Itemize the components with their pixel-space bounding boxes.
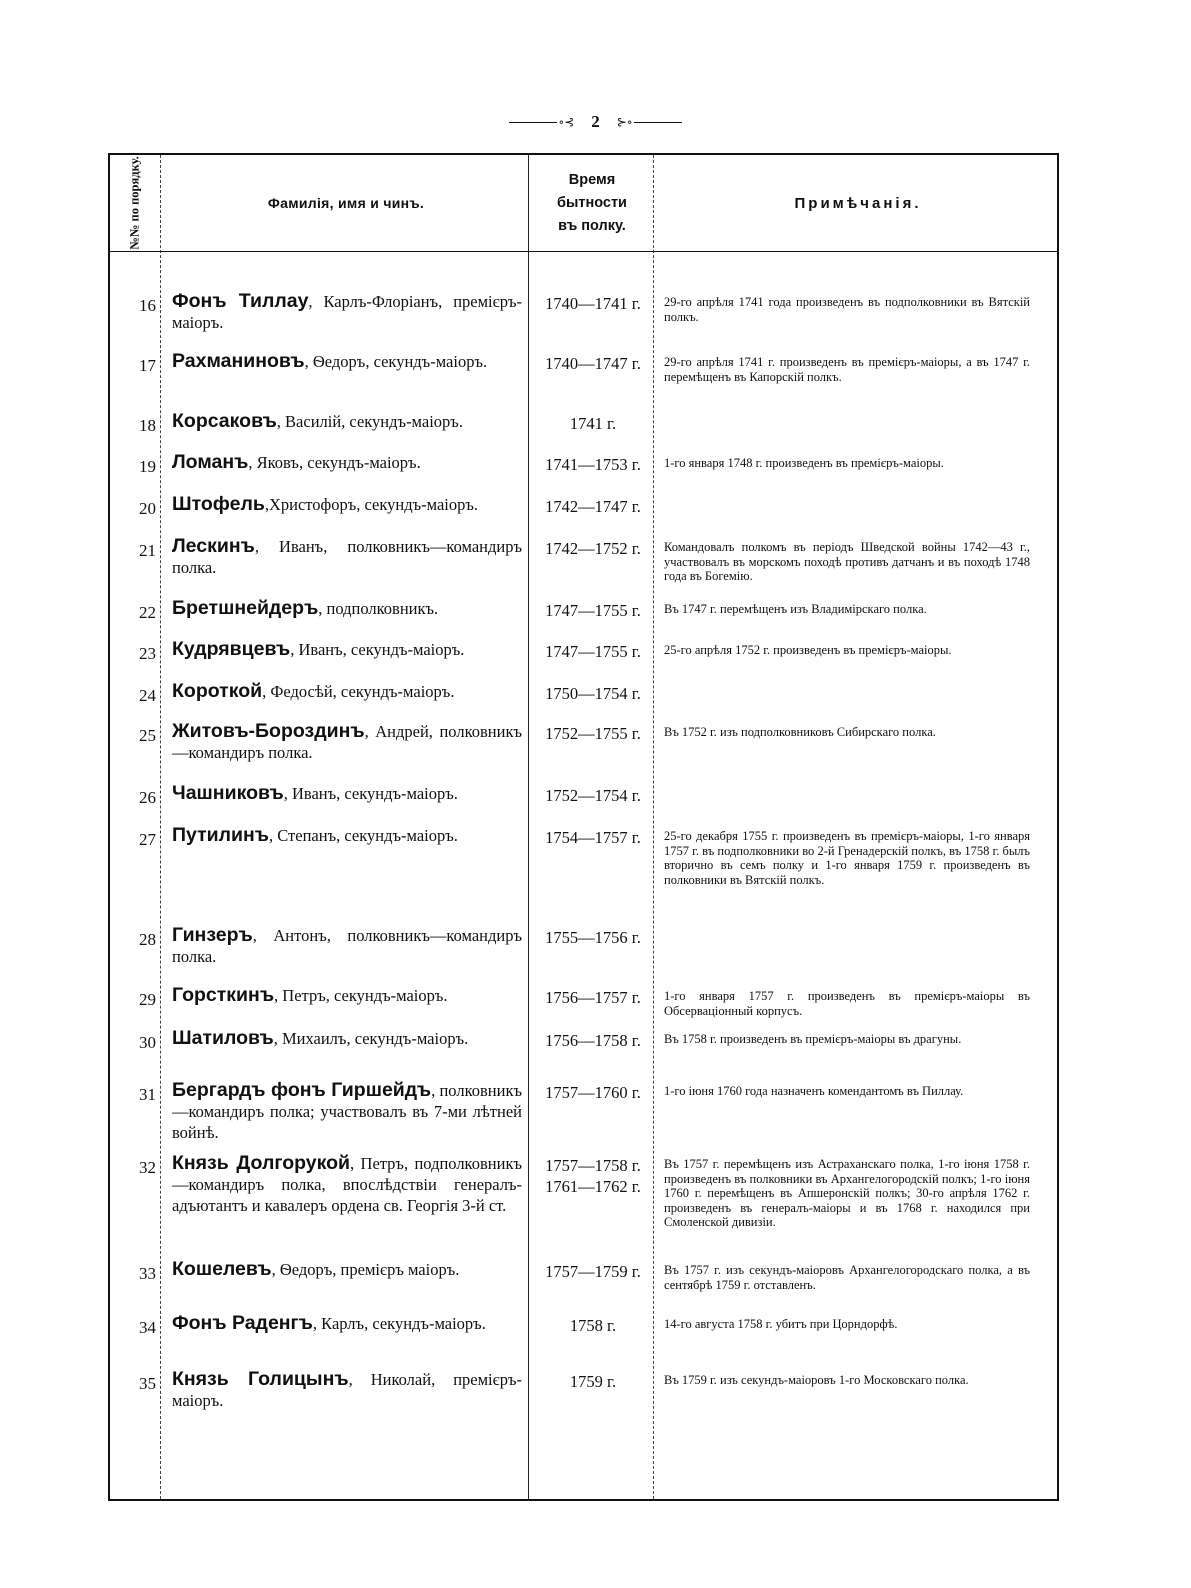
row-note: 25-го декабря 1755 г. произведенъ въ премієръ-маіоры, 1-го января 1757 г. въ подполковники во 2-й Гренадерскій полкъ, въ 1758 г. былъ вторично въ семъ полку и 1-го января 1759 г. произведенъ въ полковники въ Вятскій полкъ. [664,829,1030,887]
surname: Рахманиновъ [172,350,305,372]
service-period [532,293,654,314]
service-period [532,1155,654,1197]
name-rank: , Иванъ, секундъ-маіоръ. [290,640,465,659]
name-rank: , Ѳедоръ, секундъ-маіоръ. [304,352,488,371]
service-years: 1757—1760 г. [545,1083,641,1102]
page-number: 2 [591,112,600,131]
service-period [532,1030,654,1051]
row-note: 25-го апрѣля 1752 г. произведенъ въ премієръ-маіоры. [664,643,952,657]
row-number: 24 [139,686,156,705]
row-number: 25 [139,726,156,745]
row-number: 30 [139,1033,156,1052]
surname: Фонъ Раденгъ [172,1312,313,1334]
header-time: Время бытности въ полку. [557,171,627,234]
person-entry [172,494,522,515]
person-entry [172,925,522,967]
service-years: 1757—1758 г. [545,1156,641,1175]
row-note: Въ 1752 г. изъ подполковниковъ Сибирскаго полка. [664,725,936,739]
row-number: 35 [139,1374,156,1393]
surname: Гинзеръ [172,924,253,946]
surname: Бергардъ фонъ Гиршейдъ [172,1079,432,1101]
service-years: 1759 г. [569,1372,617,1391]
surname: Князь Голицынъ [172,1368,349,1390]
row-note: 29-го апрѣля 1741 г. произведенъ въ премієръ-маіоры, а въ 1747 г. перемѣщенъ въ Капорскій полкъ. [664,355,1030,384]
name-rank: , подполковникъ. [318,599,439,618]
person-entry [172,598,522,619]
person-entry [172,639,522,660]
name-rank: , Антонъ, полковникъ—командиръ полка. [172,926,522,966]
row-number: 26 [139,788,156,807]
service-years: 1742—1752 г. [545,539,641,558]
header-notes: Примѣчанія. [794,194,922,212]
service-period [532,641,654,662]
service-period [532,454,654,475]
name-rank: , Карлъ, секундъ-маіоръ. [312,1314,486,1333]
surname: Лескинъ [172,535,255,557]
row-number: 16 [139,296,156,315]
surname: Шатиловъ [172,1027,274,1049]
service-period [532,413,654,434]
name-rank: , Ѳедоръ, премієръ маіоръ. [271,1260,460,1279]
service-period [532,987,654,1008]
surname: Князь Долгорукой [172,1152,351,1174]
surname: Фонъ Тиллау [172,290,309,312]
row-number: 22 [139,603,156,622]
person-entry [172,721,522,763]
service-years-second: 1761—1762 г. [545,1177,641,1196]
service-period [532,496,654,517]
page-header [0,110,1191,134]
row-note: 1-го января 1748 г. произведенъ въ премієръ-маіоры. [664,456,944,470]
person-entry [172,411,522,432]
name-rank: , Иванъ, полковникъ—командиръ полка. [172,537,522,577]
row-number: 31 [139,1085,156,1104]
row-note: 29-го апрѣля 1741 года произведенъ въ подполковники въ Вятскій полкъ. [664,295,1030,324]
service-years: 1747—1755 г. [545,601,641,620]
surname: Кудрявцевъ [172,638,291,660]
service-years: 1742—1747 г. [545,497,641,516]
row-number: 20 [139,499,156,518]
service-period [532,723,654,744]
person-entry [172,783,522,804]
name-rank: , полковникъ—командиръ полка; участвовалъ въ 7-ми лѣтней войнѣ. [172,1081,522,1142]
service-period [532,1261,654,1282]
service-period [532,353,654,374]
row-note: Въ 1759 г. изъ секундъ-маіоровъ 1-го Московскаго полка. [664,1373,969,1387]
service-years: 1756—1757 г. [545,988,641,1007]
service-period [532,600,654,621]
row-number: 32 [139,1158,156,1177]
service-years: 1741—1753 г. [545,455,641,474]
service-years: 1740—1741 г. [545,294,641,313]
row-number: 28 [139,930,156,949]
person-entry [172,1259,522,1280]
row-note: Въ 1758 г. произведенъ въ премієръ-маіоры въ драгуны. [664,1032,962,1046]
service-years: 1757—1759 г. [545,1262,641,1281]
service-period [532,1315,654,1336]
surname: Кошелевъ [172,1258,272,1280]
service-years: 1752—1755 г. [545,724,641,743]
name-rank: ,Христофоръ, секундъ-маіоръ. [264,495,479,514]
row-number: 29 [139,990,156,1009]
row-number: 19 [139,457,156,476]
row-note: 14-го августа 1758 г. убитъ при Цорндорфѣ. [664,1317,898,1331]
name-rank: , Андрей, полковникъ—командиръ полка. [172,722,522,762]
row-number: 34 [139,1318,156,1337]
surname: Житовъ-Бороздинъ [172,720,365,742]
name-rank: , Иванъ, секундъ-маіоръ. [283,784,458,803]
row-note: 1-го іюня 1760 года назначенъ комендантомъ въ Пиллау. [664,1084,964,1098]
surname: Ломанъ [172,451,249,473]
service-years: 1747—1755 г. [545,642,641,661]
name-rank: , Федосѣй, секундъ-маіоръ. [262,682,455,701]
row-number: 17 [139,356,156,375]
service-period [532,927,654,948]
service-period [532,785,654,806]
person-entry [172,536,522,578]
name-rank: , Яковъ, секундъ-маіоръ. [248,453,421,472]
header-name: Фамилія, имя и чинъ. [267,195,425,211]
row-note: Въ 1757 г. перемѣщенъ изъ Астраханскаго полка, 1-го іюня 1758 г. произведенъ въ полковники въ Архангелогородскій полкъ; 1-го іюня 1760 г. перемѣщенъ въ Апшеронскій полкъ; 30-го апрѣля 1762 г. произведенъ въ генералъ-маіоры и въ 1768 г. находился при Смоленской дивизіи. [664,1157,1030,1229]
row-note: Командовалъ полкомъ въ періодъ Шведской войны 1742—43 г., участвовалъ въ морскомъ походѣ противъ датчанъ и въ походѣ 1748 года въ Богемію. [664,540,1030,583]
service-period [532,1371,654,1392]
service-years: 1741 г. [569,414,617,433]
row-note: 1-го января 1757 г. произведенъ въ премієръ-маіоры въ Обсерваціонный корпусъ. [664,989,1030,1018]
surname: Путилинъ [172,824,270,846]
person-entry [172,351,522,372]
service-years: 1750—1754 г. [545,684,641,703]
surname: Бретшнейдеръ [172,597,319,619]
left-ornament: ∘⊰ [509,116,575,128]
service-years: 1752—1754 г. [545,786,641,805]
surname: Горсткинъ [172,984,275,1006]
row-number: 27 [139,830,156,849]
service-period [532,538,654,559]
person-entry [172,825,522,846]
surname: Короткой [172,680,263,702]
row-number: 33 [139,1264,156,1283]
person-entry [172,681,522,702]
name-rank: , Петръ, подполковникъ—командиръ полка, впослѣдствіи генералъ-адъютантъ и кавалеръ ордена св. Георгія 3-й ст. [172,1154,522,1215]
service-years: 1758 г. [569,1316,617,1335]
person-entry [172,1080,522,1143]
name-rank: , Петръ, секундъ-маіоръ. [274,986,448,1005]
service-years: 1754—1757 г. [545,828,641,847]
person-entry [172,291,522,333]
name-rank: , Карлъ-Флоріанъ, премієръ-маіоръ. [172,292,522,332]
name-rank: , Василій, секундъ-маіоръ. [276,412,463,431]
person-entry [172,1028,522,1049]
person-entry [172,1153,522,1216]
service-period [532,827,654,848]
service-years: 1756—1758 г. [545,1031,641,1050]
row-note: Въ 1747 г. перемѣщенъ изъ Владимірскаго полка. [664,602,927,616]
header-rule [110,251,1057,252]
service-years: 1740—1747 г. [545,354,641,373]
surname: Штофель [172,493,265,515]
row-number: 21 [139,541,156,560]
row-number: 23 [139,644,156,663]
person-entry [172,1313,522,1334]
surname: Корсаковъ [172,410,277,432]
row-number: 18 [139,416,156,435]
service-period [532,683,654,704]
column-divider-num [160,155,161,1499]
person-entry [172,1369,522,1411]
name-rank: , Михаилъ, секундъ-маіоръ. [273,1029,469,1048]
row-note: Въ 1757 г. изъ секундъ-маіоровъ Архангелогородскаго полка, а въ сентябрѣ 1759 г. отставленъ. [664,1263,1030,1292]
service-period [532,1082,654,1103]
person-entry [172,985,522,1006]
column-divider-name [528,155,529,1499]
service-years: 1755—1756 г. [545,928,641,947]
name-rank: , Николай, премієръ-маіоръ. [172,1370,522,1410]
surname: Чашниковъ [172,782,284,804]
name-rank: , Степанъ, секундъ-маіоръ. [269,826,458,845]
roster-table [108,153,1059,1501]
header-number: №№ по порядку. [128,156,142,250]
right-ornament: ⊱∘ [616,116,682,128]
person-entry [172,452,522,473]
